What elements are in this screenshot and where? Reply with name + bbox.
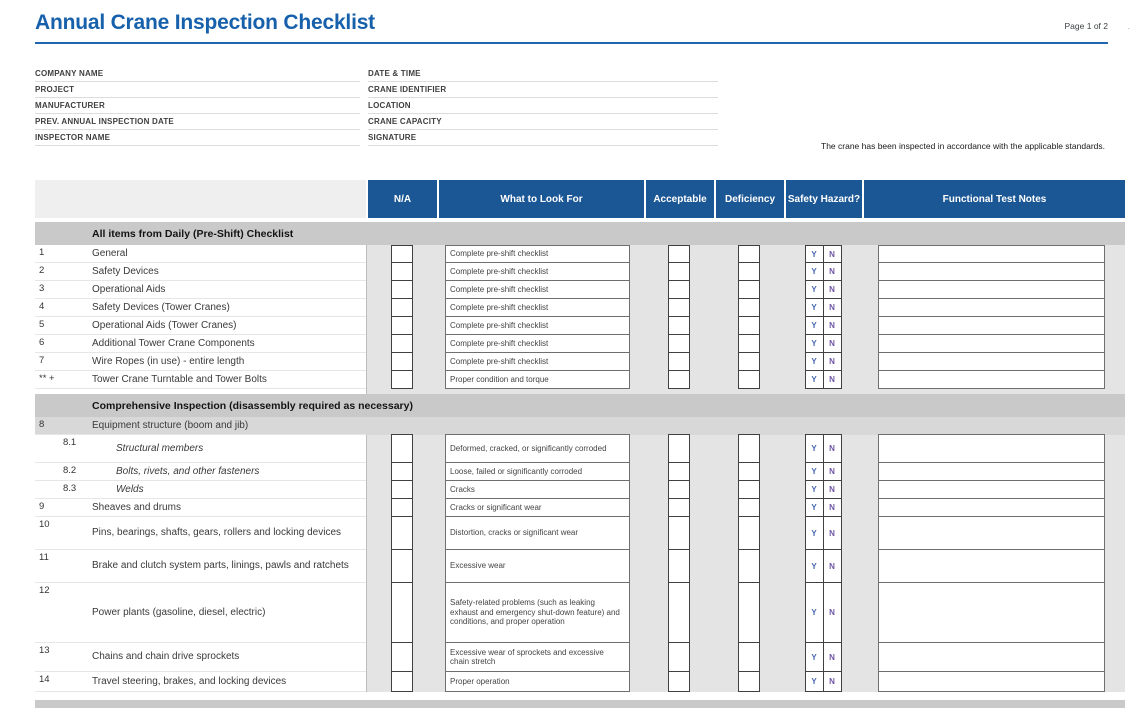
row-number: 2 xyxy=(35,263,90,281)
field-row xyxy=(368,98,718,114)
look-for-box: Complete pre-shift checklist xyxy=(445,245,630,263)
field-label: MANUFACTURER xyxy=(35,101,105,110)
deficiency-checkbox[interactable] xyxy=(738,480,760,499)
column-header-safety-hazard: Safety Hazard? xyxy=(786,180,862,218)
field-row xyxy=(35,82,360,98)
row-number: 8.3 xyxy=(35,481,90,499)
na-checkbox[interactable] xyxy=(391,642,413,672)
safety-no-box[interactable]: N xyxy=(823,671,842,692)
item-name: Power plants (gasoline, diesel, electric) xyxy=(90,583,366,643)
row-number: 14 xyxy=(35,672,90,692)
acceptable-checkbox[interactable] xyxy=(668,298,690,317)
checklist-row xyxy=(35,317,1125,335)
field-label: PREV. ANNUAL INSPECTION DATE xyxy=(35,117,174,126)
notes-box[interactable] xyxy=(878,245,1105,263)
na-checkbox[interactable] xyxy=(391,245,413,263)
look-for-box: Loose, failed or significantly corroded xyxy=(445,462,630,481)
na-checkbox[interactable] xyxy=(391,480,413,499)
deficiency-checkbox[interactable] xyxy=(738,671,760,692)
checklist-row xyxy=(35,299,1125,317)
safety-no-box[interactable]: N xyxy=(823,245,842,263)
field-row xyxy=(35,114,360,130)
field-label: INSPECTOR NAME xyxy=(35,133,111,142)
safety-yes-box[interactable]: Y xyxy=(805,549,824,583)
item-name: Operational Aids xyxy=(90,281,366,299)
safety-yes-box[interactable]: Y xyxy=(805,245,824,263)
column-header-functional-test-notes: Functional Test Notes xyxy=(864,180,1125,218)
row-number: 5 xyxy=(35,317,90,335)
checklist-row xyxy=(35,550,1125,583)
field-row xyxy=(35,66,360,82)
checklist-row xyxy=(35,417,1125,435)
look-for-box: Safety-related problems (such as leaking exhaust and emergency shut-down feature) and conditions, and proper operation xyxy=(445,582,630,643)
safety-yes-box[interactable]: Y xyxy=(805,582,824,643)
deficiency-checkbox[interactable] xyxy=(738,498,760,517)
notes-box[interactable] xyxy=(878,352,1105,371)
header-fields xyxy=(35,66,1108,146)
na-checkbox[interactable] xyxy=(391,434,413,463)
checklist-row xyxy=(35,672,1125,692)
safety-yes-box[interactable]: Y xyxy=(805,334,824,353)
safety-yes-box[interactable]: Y xyxy=(805,434,824,463)
deficiency-checkbox[interactable] xyxy=(738,642,760,672)
item-name: Wire Ropes (in use) - entire length xyxy=(90,353,366,371)
standards-note: The crane has been inspected in accordance with the applicable standards. xyxy=(821,141,1105,151)
na-checkbox[interactable] xyxy=(391,262,413,281)
safety-no-box[interactable]: N xyxy=(823,370,842,389)
safety-no-box[interactable]: N xyxy=(823,642,842,672)
fields-left xyxy=(35,66,360,146)
na-checkbox[interactable] xyxy=(391,298,413,317)
notes-box[interactable] xyxy=(878,262,1105,281)
section-header: Comprehensive Inspection (disassembly required as necessary) xyxy=(35,394,1125,417)
safety-yes-box[interactable]: Y xyxy=(805,642,824,672)
look-for-box: Complete pre-shift checklist xyxy=(445,352,630,371)
field-row xyxy=(35,130,360,146)
field-row xyxy=(368,130,718,146)
safety-no-box[interactable]: N xyxy=(823,498,842,517)
checklist-row xyxy=(35,463,1125,481)
field-row xyxy=(368,82,718,98)
acceptable-checkbox[interactable] xyxy=(668,462,690,481)
look-for-box: Complete pre-shift checklist xyxy=(445,298,630,317)
look-for-box: Complete pre-shift checklist xyxy=(445,280,630,299)
acceptable-checkbox[interactable] xyxy=(668,262,690,281)
item-name: Brake and clutch system parts, linings, pawls and ratchets xyxy=(90,550,366,583)
acceptable-checkbox[interactable] xyxy=(668,498,690,517)
safety-yes-box[interactable]: Y xyxy=(805,262,824,281)
deficiency-checkbox[interactable] xyxy=(738,245,760,263)
deficiency-checkbox[interactable] xyxy=(738,549,760,583)
notes-box[interactable] xyxy=(878,498,1105,517)
look-for-box: Complete pre-shift checklist xyxy=(445,262,630,281)
checklist-row xyxy=(35,435,1125,463)
acceptable-checkbox[interactable] xyxy=(668,352,690,371)
field-row xyxy=(368,114,718,130)
safety-yes-box[interactable]: Y xyxy=(805,498,824,517)
safety-no-box[interactable]: N xyxy=(823,434,842,463)
checklist-body xyxy=(35,222,1125,692)
field-value-area[interactable] xyxy=(103,66,360,81)
safety-yes-box[interactable]: Y xyxy=(805,352,824,371)
notes-box[interactable] xyxy=(878,280,1105,299)
item-name: General xyxy=(90,245,366,263)
acceptable-checkbox[interactable] xyxy=(668,642,690,672)
row-number: 1 xyxy=(35,245,90,263)
na-checkbox[interactable] xyxy=(391,370,413,389)
notes-box[interactable] xyxy=(878,462,1105,481)
field-value-area[interactable] xyxy=(411,98,718,113)
na-checkbox[interactable] xyxy=(391,462,413,481)
deficiency-checkbox[interactable] xyxy=(738,316,760,335)
notes-box[interactable] xyxy=(878,334,1105,353)
item-name: Safety Devices xyxy=(90,263,366,281)
deficiency-checkbox[interactable] xyxy=(738,352,760,371)
safety-yes-box[interactable]: Y xyxy=(805,516,824,550)
deficiency-checkbox[interactable] xyxy=(738,516,760,550)
notes-box[interactable] xyxy=(878,434,1105,463)
acceptable-checkbox[interactable] xyxy=(668,316,690,335)
acceptable-checkbox[interactable] xyxy=(668,245,690,263)
fields-right xyxy=(368,66,718,146)
item-name: Operational Aids (Tower Cranes) xyxy=(90,317,366,335)
column-header-na: N/A xyxy=(368,180,437,218)
column-header-deficiency: Deficiency xyxy=(716,180,784,218)
notes-box[interactable] xyxy=(878,642,1105,672)
deficiency-checkbox[interactable] xyxy=(738,298,760,317)
field-value-area[interactable] xyxy=(174,114,360,129)
safety-no-box[interactable]: N xyxy=(823,316,842,335)
field-label: LOCATION xyxy=(368,101,411,110)
row-number: 8.2 xyxy=(35,463,90,481)
next-section-divider xyxy=(35,700,1125,708)
deficiency-checkbox[interactable] xyxy=(738,262,760,281)
row-number: 3 xyxy=(35,281,90,299)
look-for-box: Cracks or significant wear xyxy=(445,498,630,517)
safety-yes-box[interactable]: Y xyxy=(805,462,824,481)
checklist-row xyxy=(35,335,1125,353)
acceptable-checkbox[interactable] xyxy=(668,370,690,389)
field-value-area[interactable] xyxy=(110,130,360,145)
acceptable-checkbox[interactable] xyxy=(668,334,690,353)
page-number-label: Page 1 of 2 xyxy=(1064,21,1108,31)
field-label: SIGNATURE xyxy=(368,133,417,142)
look-for-box: Excessive wear of sprockets and excessive chain stretch xyxy=(445,642,630,672)
field-label: CRANE IDENTIFIER xyxy=(368,85,447,94)
row-number: 4 xyxy=(35,299,90,317)
safety-yes-box[interactable]: Y xyxy=(805,298,824,317)
item-name: Welds xyxy=(90,481,366,499)
look-for-box: Cracks xyxy=(445,480,630,499)
notes-box[interactable] xyxy=(878,316,1105,335)
item-name: Sheaves and drums xyxy=(90,499,366,517)
row-number: 13 xyxy=(35,643,90,672)
column-header-acceptable: Acceptable xyxy=(646,180,714,218)
checklist-row xyxy=(35,499,1125,517)
safety-no-box[interactable]: N xyxy=(823,280,842,299)
field-label: DATE & TIME xyxy=(368,69,421,78)
acceptable-checkbox[interactable] xyxy=(668,516,690,550)
look-for-box: Excessive wear xyxy=(445,549,630,583)
safety-no-box[interactable]: N xyxy=(823,352,842,371)
na-checkbox[interactable] xyxy=(391,280,413,299)
look-for-box: Complete pre-shift checklist xyxy=(445,316,630,335)
column-header-what-to-look-for: What to Look For xyxy=(439,180,644,218)
table-header xyxy=(35,180,1125,218)
look-for-box: Proper condition and torque xyxy=(445,370,630,389)
look-for-box: Distortion, cracks or significant wear xyxy=(445,516,630,550)
acceptable-checkbox[interactable] xyxy=(668,280,690,299)
na-checkbox[interactable] xyxy=(391,549,413,583)
field-value-area[interactable] xyxy=(416,130,718,145)
row-number: 6 xyxy=(35,335,90,353)
safety-no-box[interactable]: N xyxy=(823,582,842,643)
item-name: Chains and chain drive sprockets xyxy=(90,643,366,672)
deficiency-checkbox[interactable] xyxy=(738,280,760,299)
safety-no-box[interactable]: N xyxy=(823,549,842,583)
checklist-row xyxy=(35,517,1125,550)
look-for-box: Deformed, cracked, or significantly corroded xyxy=(445,434,630,463)
safety-yes-box[interactable]: Y xyxy=(805,280,824,299)
checklist-row xyxy=(35,281,1125,299)
item-name: Safety Devices (Tower Cranes) xyxy=(90,299,366,317)
safety-no-box[interactable]: N xyxy=(823,334,842,353)
safety-no-box[interactable]: N xyxy=(823,298,842,317)
notes-box[interactable] xyxy=(878,298,1105,317)
field-label: COMPANY NAME xyxy=(35,69,104,78)
field-value-area[interactable] xyxy=(105,98,360,113)
na-checkbox[interactable] xyxy=(391,671,413,692)
deficiency-checkbox[interactable] xyxy=(738,370,760,389)
notes-box[interactable] xyxy=(878,370,1105,389)
item-name: Bolts, rivets, and other fasteners xyxy=(90,463,366,481)
notes-box[interactable] xyxy=(878,582,1105,643)
acceptable-checkbox[interactable] xyxy=(668,582,690,643)
field-value-area[interactable] xyxy=(74,82,360,97)
row-number: 8.1 xyxy=(35,435,90,463)
row-number: 8 xyxy=(35,417,90,435)
look-for-box: Complete pre-shift checklist xyxy=(445,334,630,353)
page-number-suffix: . xyxy=(1127,21,1130,31)
item-name: Travel steering, brakes, and locking devices xyxy=(90,672,366,692)
notes-box[interactable] xyxy=(878,549,1105,583)
checklist-row xyxy=(35,353,1125,371)
safety-yes-box[interactable]: Y xyxy=(805,370,824,389)
na-checkbox[interactable] xyxy=(391,498,413,517)
title-divider xyxy=(35,42,1108,44)
deficiency-checkbox[interactable] xyxy=(738,462,760,481)
checklist-row xyxy=(35,245,1125,263)
notes-box[interactable] xyxy=(878,516,1105,550)
safety-yes-box[interactable]: Y xyxy=(805,480,824,499)
safety-no-box[interactable]: N xyxy=(823,480,842,499)
checklist-row xyxy=(35,481,1125,499)
page-title: Annual Crane Inspection Checklist xyxy=(35,11,375,34)
row-number: 12 xyxy=(35,583,90,643)
row-number: 11 xyxy=(35,550,90,583)
safety-yes-box[interactable]: Y xyxy=(805,671,824,692)
safety-no-box[interactable]: N xyxy=(823,462,842,481)
item-name: Equipment structure (boom and jib) xyxy=(90,417,366,435)
deficiency-checkbox[interactable] xyxy=(738,582,760,643)
na-checkbox[interactable] xyxy=(391,334,413,353)
look-for-box: Proper operation xyxy=(445,671,630,692)
na-checkbox[interactable] xyxy=(391,516,413,550)
field-row xyxy=(35,98,360,114)
notes-box[interactable] xyxy=(878,671,1105,692)
safety-yes-box[interactable]: Y xyxy=(805,316,824,335)
field-label: CRANE CAPACITY xyxy=(368,117,442,126)
acceptable-checkbox[interactable] xyxy=(668,549,690,583)
deficiency-checkbox[interactable] xyxy=(738,434,760,463)
notes-box[interactable] xyxy=(878,480,1105,499)
safety-no-box[interactable]: N xyxy=(823,516,842,550)
row-number: 9 xyxy=(35,499,90,517)
row-number: 10 xyxy=(35,517,90,550)
row-number: 7 xyxy=(35,353,90,371)
deficiency-checkbox[interactable] xyxy=(738,334,760,353)
item-name: Tower Crane Turntable and Tower Bolts xyxy=(90,371,366,389)
checklist-row xyxy=(35,263,1125,281)
na-checkbox[interactable] xyxy=(391,352,413,371)
item-name: Additional Tower Crane Components xyxy=(90,335,366,353)
na-checkbox[interactable] xyxy=(391,316,413,335)
item-name: Pins, bearings, shafts, gears, rollers and locking devices xyxy=(90,517,366,550)
field-value-area[interactable] xyxy=(421,66,718,81)
acceptable-checkbox[interactable] xyxy=(668,671,690,692)
field-row xyxy=(368,66,718,82)
acceptable-checkbox[interactable] xyxy=(668,434,690,463)
item-name: Structural members xyxy=(90,435,366,463)
acceptable-checkbox[interactable] xyxy=(668,480,690,499)
section-header: All items from Daily (Pre-Shift) Checklist xyxy=(35,222,1125,245)
table-header-spacer xyxy=(35,180,366,218)
checklist-row xyxy=(35,583,1125,643)
field-value-area[interactable] xyxy=(442,114,718,129)
na-checkbox[interactable] xyxy=(391,582,413,643)
row-number: ** + xyxy=(35,371,90,389)
checklist-row xyxy=(35,371,1125,389)
field-label: PROJECT xyxy=(35,85,75,94)
safety-no-box[interactable]: N xyxy=(823,262,842,281)
checklist-row xyxy=(35,643,1125,672)
field-value-area[interactable] xyxy=(446,82,718,97)
